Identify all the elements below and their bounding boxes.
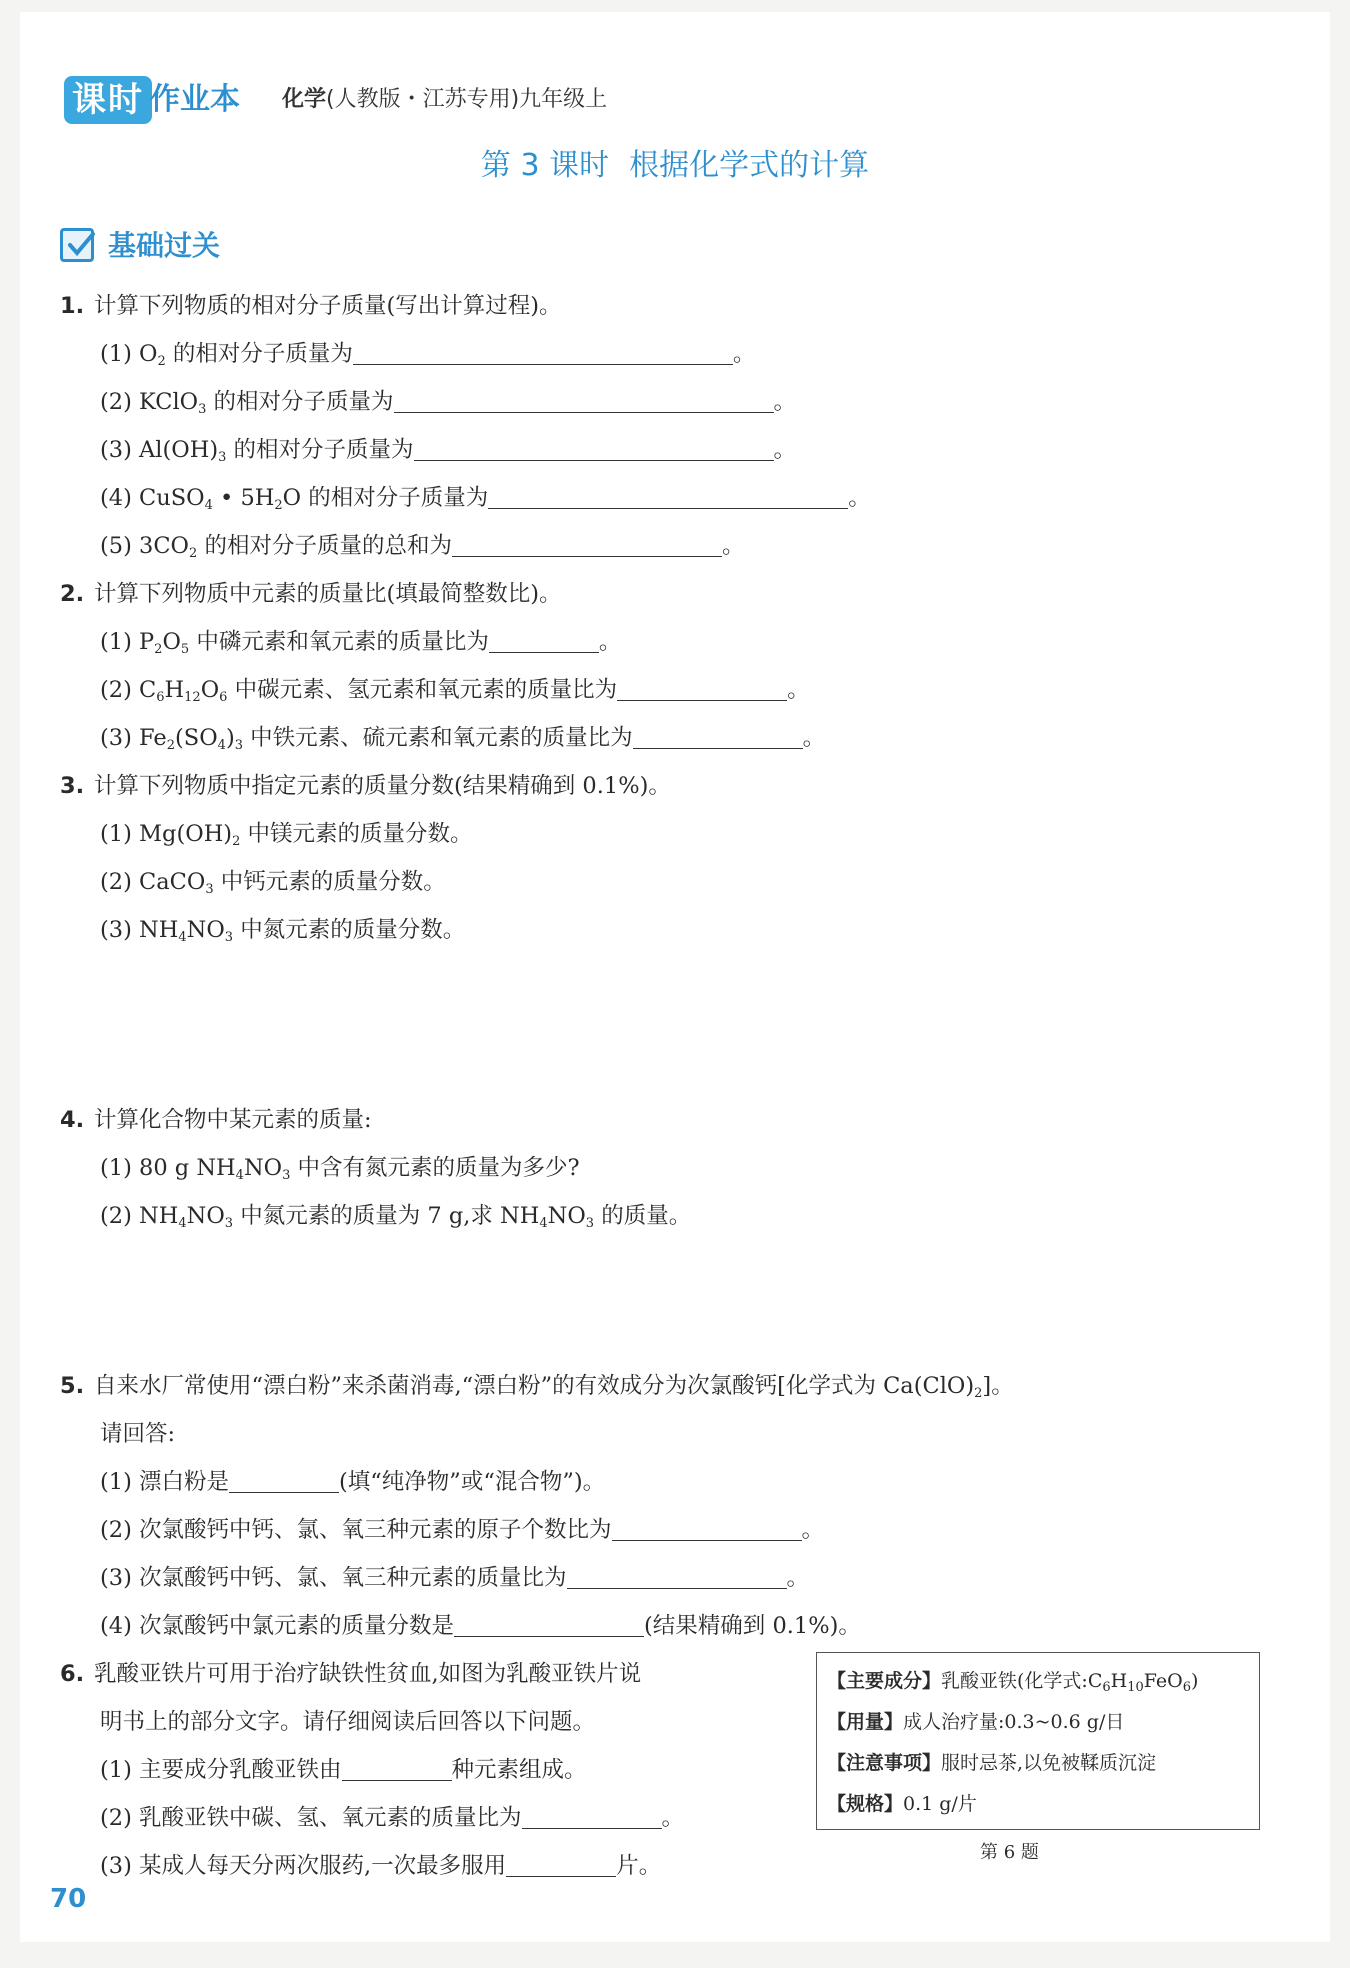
answer-blank[interactable] [488,480,848,509]
q6-stem-2: 明书上的部分文字。请仔细阅读后回答以下问题。 [100,1709,596,1735]
answer-blank[interactable] [617,672,787,701]
answer-blank[interactable] [567,1560,787,1589]
subject-name: 化学 [282,87,327,112]
brand-logo: 课时 [64,76,152,124]
q1-item-5: (5) $3CO_2$ 的相对分子质量的总和为 。 [20,528,744,564]
q3-item-1: (1) $Mg(OH)_2$ 中镁元素的质量分数。 [100,821,473,849]
figure-caption: 第 6 题 [980,1842,1039,1863]
q4-item-1: (1) 80 g $NH_4NO_3$ 中含有氮元素的质量为多少? [100,1155,580,1183]
answer-blank[interactable] [489,624,599,653]
q2-item-3: (3) $Fe_2(SO_4)_3$ 中铁元素、硫元素和氧元素的质量比为 。 [20,720,825,756]
q1-item-1: (1) $O_2$ 的相对分子质量为 。 [20,336,755,372]
q3-stem: 3. 计算下列物质中指定元素的质量分数(结果精确到 0.1%)。 [60,773,671,799]
answer-blank[interactable] [452,528,722,557]
answer-blank[interactable] [353,336,733,365]
answer-blank[interactable] [633,720,803,749]
answer-blank[interactable] [522,1800,662,1829]
workbook-page [20,12,1330,1942]
lesson-title [20,144,1330,188]
section-title: 基础过关 [108,229,221,262]
q6-stem: 6. 乳酸亚铁片可用于治疗缺铁性贫血,如图为乳酸亚铁片说 [60,1661,642,1687]
checkbox-icon [60,228,94,262]
q6-item-3: (3) 某成人每天分两次服药,一次最多服用 片。 [20,1848,661,1884]
q1-stem: 1. 计算下列物质的相对分子质量(写出计算过程)。 [60,293,562,319]
q5-item-3: (3) 次氯酸钙中钙、氯、氧三种元素的质量比为 。 [20,1560,809,1596]
lesson-name: 根据化学式的计算 [629,148,870,183]
q5-stem-2: 请回答: [100,1421,176,1447]
info-row-spec: 【规格】0.1 g/片 [827,1793,977,1815]
q1-item-4: (4) CuSO$_4$ • $5H_2O$ 的相对分子质量为 。 [20,480,871,516]
q5-item-1: (1) 漂白粉是 (填“纯净物”或“混合物”)。 [20,1464,605,1500]
q3-item-2: (2) CaCO$_3$ 中钙元素的质量分数。 [100,869,446,897]
q5-item-2: (2) 次氯酸钙中钙、氯、氧三种元素的原子个数比为 。 [20,1512,824,1548]
q3-item-3: (3) $NH_4NO_3$ 中氮元素的质量分数。 [100,917,466,945]
medicine-label-box [816,1652,1260,1830]
answer-blank[interactable] [229,1464,339,1493]
page-number: 70 [50,1884,87,1914]
brand-book-name: 作业本 [150,82,240,117]
answer-blank[interactable] [506,1848,616,1877]
info-row-dosage: 【用量】成人治疗量:0.3~0.6 g/日 [827,1711,1125,1733]
q6-item-1: (1) 主要成分乳酸亚铁由 种元素组成。 [20,1752,587,1788]
answer-blank[interactable] [612,1512,802,1541]
answer-blank[interactable] [342,1752,452,1781]
answer-blank[interactable] [394,384,774,413]
subject-edition: (人教版・江苏专用)九年级上 [326,87,608,112]
q1-item-2: (2) KClO$_3$ 的相对分子质量为 。 [20,384,796,420]
q2-item-1: (1) $P_2O_5$ 中磷元素和氧元素的质量比为 。 [20,624,621,660]
q6-item-2: (2) 乳酸亚铁中碳、氢、氧元素的质量比为 。 [20,1800,684,1836]
q4-item-2: (2) $NH_4NO_3$ 中氮元素的质量为 7 g,求 $NH_4NO_3$ 的质量。 [100,1203,692,1231]
q2-item-2: (2) $C_6H_{12}O_6$ 中碳元素、氢元素和氧元素的质量比为 。 [20,672,810,708]
subject-line [282,80,607,120]
answer-blank[interactable] [454,1608,644,1637]
lesson-number: 第 3 课时 [480,148,610,183]
q5-item-4: (4) 次氯酸钙中氯元素的质量分数是 (结果精确到 0.1%)。 [20,1608,861,1644]
q1-item-3: (3) $Al(OH)_3$ 的相对分子质量为 。 [20,432,796,468]
q2-stem: 2. 计算下列物质中元素的质量比(填最简整数比)。 [60,581,562,607]
info-row-ingredient: 【主要成分】乳酸亚铁(化学式$:C_6H_{10}FeO_6$) [827,1670,1199,1695]
q4-stem: 4. 计算化合物中某元素的质量: [60,1107,372,1133]
info-row-notes: 【注意事项】服时忌茶,以免被鞣质沉淀 [827,1752,1157,1774]
answer-blank[interactable] [414,432,774,461]
q5-stem: 5. 自来水厂常使用“漂白粉”来杀菌消毒,“漂白粉”的有效成分为次氯酸钙[化学式为 $Ca(ClO)_2$]。 [60,1373,1014,1401]
